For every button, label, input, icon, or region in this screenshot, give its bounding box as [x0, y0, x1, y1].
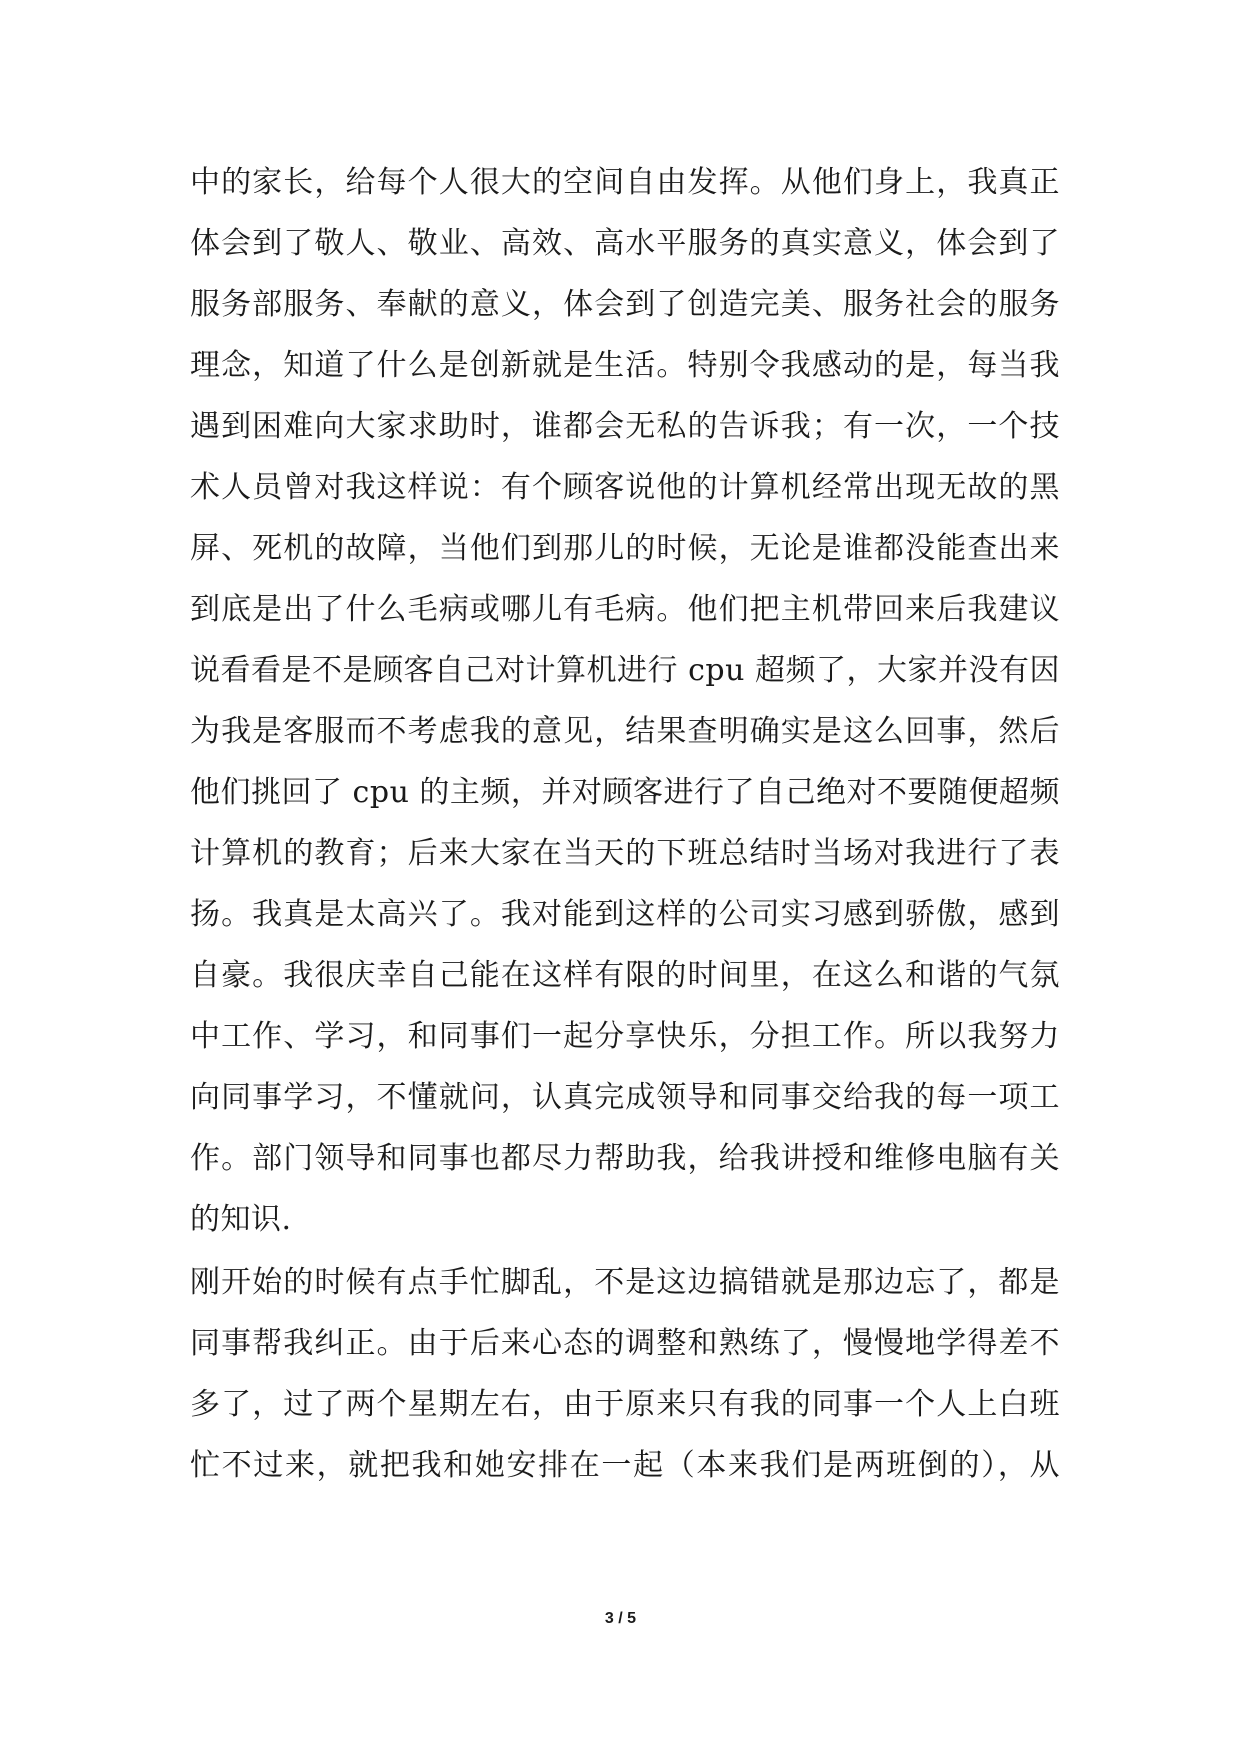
text-line: 说看看是不是顾客自己对计算机进行 cpu 超频了，大家并没有因 [190, 653, 1060, 688]
text-line: 多了，过了两个星期左右，由于原来只有我的同事一个人上白班 [190, 1387, 1060, 1422]
text-line: 自豪。我很庆幸自己能在这样有限的时间里，在这么和谐的气氛 [190, 958, 1060, 993]
text-line: 的知识. [190, 1202, 292, 1237]
text-line: 同事帮我纠正。由于后来心态的调整和熟练了，慢慢地学得差不 [190, 1326, 1060, 1361]
text-line: 中的家长，给每个人很大的空间自由发挥。从他们身上，我真正 [190, 165, 1060, 200]
page-number: 3 / 5 [604, 1610, 637, 1627]
paragraph-1 [190, 152, 1060, 1250]
text-line: 忙不过来，就把我和她安排在一起（本来我们是两班倒的），从 [190, 1448, 1060, 1483]
text-line: 作。部门领导和同事也都尽力帮助我，给我讲授和维修电脑有关 [190, 1141, 1060, 1176]
paragraph-2 [190, 1252, 1060, 1496]
text-line: 到底是出了什么毛病或哪儿有毛病。他们把主机带回来后我建议 [190, 592, 1060, 627]
text-line: 刚开始的时候有点手忙脚乱，不是这边搞错就是那边忘了，都是 [190, 1265, 1060, 1300]
text-line: 中工作、学习，和同事们一起分享快乐，分担工作。所以我努力 [190, 1019, 1060, 1054]
text-line: 遇到困难向大家求助时，谁都会无私的告诉我；有一次，一个技 [190, 409, 1060, 444]
text-line: 理念，知道了什么是创新就是生活。特别令我感动的是，每当我 [190, 348, 1060, 383]
text-line: 术人员曾对我这样说：有个顾客说他的计算机经常出现无故的黑 [190, 470, 1060, 505]
text-line: 他们挑回了 cpu 的主频，并对顾客进行了自己绝对不要随便超频 [190, 775, 1060, 810]
body-text [190, 152, 1060, 1496]
text-line: 扬。我真是太高兴了。我对能到这样的公司实习感到骄傲，感到 [190, 897, 1060, 932]
text-line: 屏、死机的故障，当他们到那儿的时候，无论是谁都没能查出来 [190, 531, 1060, 566]
text-line: 为我是客服而不考虑我的意见，结果查明确实是这么回事，然后 [190, 714, 1060, 749]
text-line: 向同事学习，不懂就问，认真完成领导和同事交给我的每一项工 [190, 1080, 1060, 1115]
text-line: 体会到了敬人、敬业、高效、高水平服务的真实意义，体会到了 [190, 226, 1060, 261]
text-line: 计算机的教育；后来大家在当天的下班总结时当场对我进行了表 [190, 836, 1060, 871]
text-line: 服务部服务、奉献的意义，体会到了创造完美、服务社会的服务 [190, 287, 1060, 322]
